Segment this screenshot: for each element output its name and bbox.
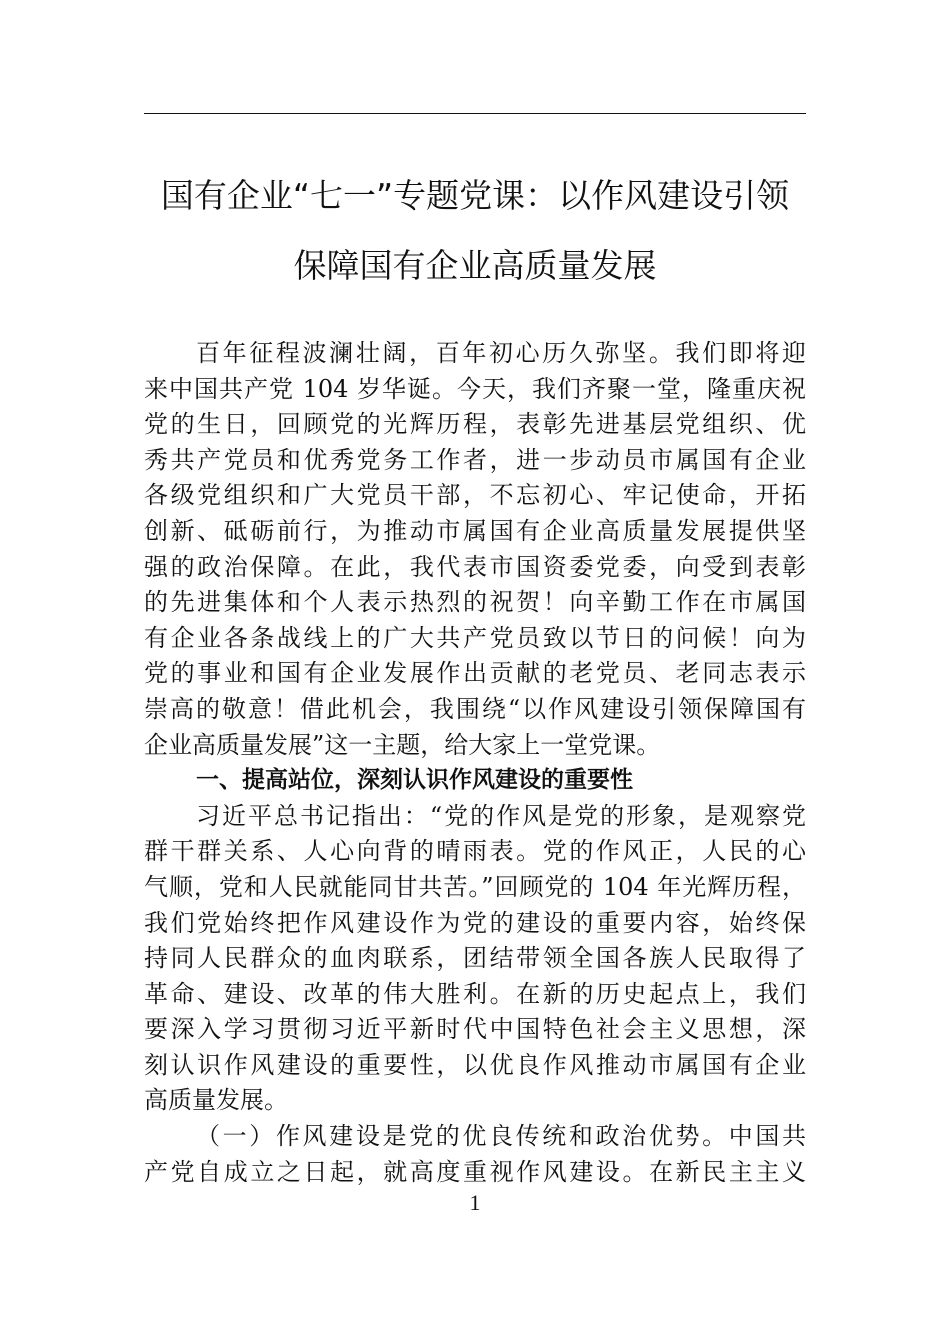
paragraph-line: 高质量发展。 [144,1086,288,1115]
paragraph-line: 崇高的敬意！借此机会，我围绕“以作风建设引领保障国有 [144,694,806,723]
header-rule [144,113,806,114]
paragraph-line: 来中国共产党 104 岁华诞。今天，我们齐聚一堂，隆重庆祝 [144,374,806,403]
document-body [144,336,806,1190]
document-title-line-2: 保障国有企业高质量发展 [293,246,657,285]
paragraph-line: 革命、建设、改革的伟大胜利。在新的历史起点上，我们 [144,979,806,1008]
paragraph-line: 企业高质量发展”这一主题，给大家上一堂党课。 [144,730,661,759]
page-number: 1 [469,1190,481,1215]
document-title-line-1: 国有企业“七一”专题党课：以作风建设引领 [160,176,790,215]
paragraph-line: 气顺，党和人民就能同甘共苦。”回顾党的 104 年光辉历程， [144,872,806,901]
section-heading: 一、提高站位，深刻认识作风建设的重要性 [196,767,633,794]
paragraph-line: 持同人民群众的血肉联系，团结带领全国各族人民取得了 [144,944,806,973]
paragraph-line: 我们党始终把作风建设作为党的建设的重要内容，始终保 [144,908,806,937]
paragraph-line: 党的生日，回顾党的光辉历程，表彰先进基层党组织、优 [144,410,806,439]
paragraph-line: 的先进集体和个人表示热烈的祝贺！向辛勤工作在市属国 [144,588,806,617]
paragraph-line: 群干群关系、人心向背的晴雨表。党的作风正，人民的心 [144,837,806,866]
paragraph-line: 强的政治保障。在此，我代表市国资委党委，向受到表彰 [144,552,806,581]
paragraph-line: 秀共产党员和优秀党务工作者，进一步动员市属国有企业 [144,445,806,474]
paragraph-line: 要深入学习贯彻习近平新时代中国特色社会主义思想，深 [144,1015,806,1044]
paragraph-line: 创新、砥砺前行，为推动市属国有企业高质量发展提供坚 [144,516,806,545]
paragraph-line: 百年征程波澜壮阔，百年初心历久弥坚。我们即将迎 [196,339,806,367]
paragraph-line: 习近平总书记指出：“党的作风是党的形象，是观察党 [196,801,806,830]
paragraph-line: 党的事业和国有企业发展作出贡献的老党员、老同志表示 [144,659,806,688]
paragraph-line: 有企业各条战线上的广大共产党员致以节日的问候！向为 [144,623,806,652]
paragraph-line: 刻认识作风建设的重要性，以优良作风推动市属国有企业 [144,1050,806,1079]
paragraph-line: 产党自成立之日起，就高度重视作风建设。在新民主主义 [144,1157,806,1186]
paragraph-line: 各级党组织和广大党员干部，不忘初心、牢记使命，开拓 [144,481,806,510]
paragraph-line: （一）作风建设是党的优良传统和政治优势。中国共 [196,1122,806,1151]
